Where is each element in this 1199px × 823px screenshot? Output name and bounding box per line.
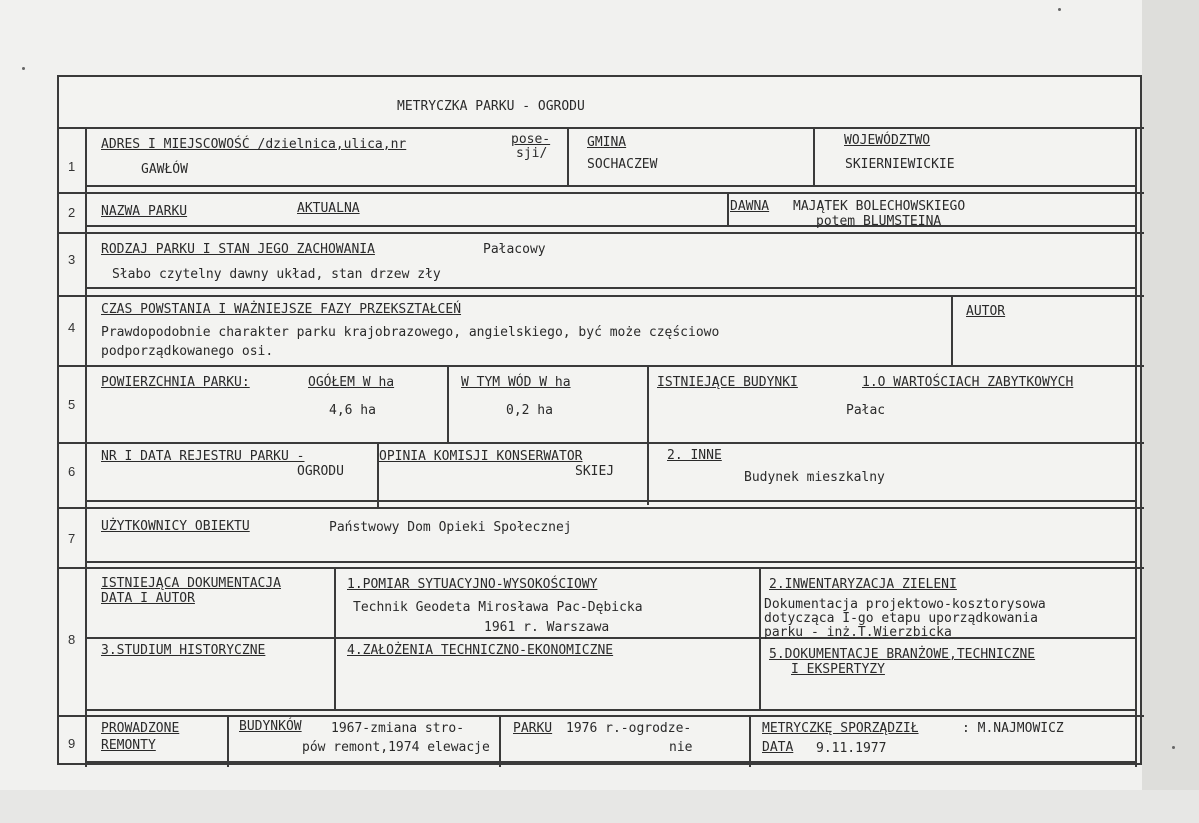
row-number: 2 (68, 205, 76, 220)
park-type-label: RODZAJ PARKU I STAN JEGO ZACHOWANIA (101, 242, 375, 257)
historic-buildings-label: 1.O WARTOŚCIACH ZABYTKOWYCH (862, 375, 1074, 390)
park-repairs-value: nie (669, 740, 693, 755)
documentation-label: DATA I AUTOR (101, 591, 195, 606)
history-text: Prawdopodobnie charakter parku krajobrazowego, angielskiego, być może częściowo (101, 325, 720, 340)
row-number: 3 (68, 252, 76, 267)
survey-value: Technik Geodeta Mirosława Pac-Dębicka (353, 600, 643, 615)
water-area-value: 0,2 ha (506, 403, 553, 418)
history-label: CZAS POWSTANIA I WAŻNIEJSZE FAZY PRZEKSZTAŁCEŃ (101, 302, 462, 317)
page-edge-shadow (1142, 0, 1199, 823)
row-number: 5 (68, 397, 76, 412)
specialist-docs-label: 5.DOKUMENTACJE BRANŻOWE,TECHNICZNE (769, 647, 1036, 662)
speck (22, 67, 25, 70)
technical-assumptions-label: 4.ZAŁOŻENIA TECHNICZNO-EKONOMICZNE (347, 643, 614, 658)
date-value: 9.11.1977 (816, 741, 887, 756)
wojewodztwo-label: WOJEWÓDZTWO (844, 133, 931, 148)
park-type-value: Pałacowy (483, 242, 546, 257)
register-label: NR I DATA REJESTRU PARKU - (101, 449, 305, 464)
author-label: AUTOR (966, 304, 1006, 319)
park-name-label: NAZWA PARKU (101, 204, 188, 219)
buildings-repairs-value: 1967-zmiana stro- (331, 721, 465, 736)
greenery-inventory-value: Dokumentacja projektowo-kosztorysowa (764, 597, 1046, 612)
history-text: podporządkowanego osi. (101, 344, 274, 359)
address-label-tail: sji/ (516, 146, 548, 161)
other-buildings-label: 2. INNE (667, 448, 722, 463)
greenery-inventory-value: parku - inż.T.Wierzbicka (764, 625, 952, 640)
survey-label: 1.POMIAR SYTUACYJNO-WYSOKOŚCIOWY (347, 577, 598, 592)
date-label: DATA (762, 740, 794, 755)
row-number: 4 (68, 320, 76, 335)
bottom-margin (0, 790, 1199, 823)
park-name-former-value: MAJĄTEK BOLECHOWSKIEGO (793, 199, 966, 214)
repairs-label: PROWADZONE (101, 721, 180, 736)
park-state-value: Słabo czytelny dawny układ, stan drzew zły (112, 267, 441, 282)
water-area-label: W TYM WÓD W ha (461, 375, 571, 390)
park-name-former-value: potem BLUMSTEINA (816, 214, 942, 229)
address-label: ADRES I MIEJSCOWOŚĆ /dzielnica,ulica,nr (101, 137, 407, 152)
register-label: OGRODU (297, 464, 344, 479)
users-value: Państwowy Dom Opieki Społecznej (329, 520, 572, 535)
card-title: METRYCZKA PARKU - OGRODU (397, 99, 585, 114)
prepared-by-label: METRYCZKĘ SPORZĄDZIŁ (762, 721, 919, 736)
address-label-tail: pose- (511, 132, 551, 147)
row-number: 6 (68, 464, 76, 479)
speck (1058, 8, 1061, 11)
park-name-former-label: DAWNA (730, 199, 770, 214)
row-number: 7 (68, 531, 76, 546)
conservator-opinion-label: OPINIA KOMISJI KONSERWATOR (379, 449, 583, 464)
gmina-value: SOCHACZEW (587, 157, 658, 172)
row-number: 9 (68, 736, 76, 751)
number-column-divider (85, 127, 87, 767)
park-repairs-value: 1976 r.-ogrodze- (566, 721, 692, 736)
users-label: UŻYTKOWNICY OBIEKTU (101, 519, 250, 534)
repairs-label: REMONTY (101, 738, 156, 753)
area-label: POWIERZCHNIA PARKU: (101, 375, 250, 390)
area-total-value: 4,6 ha (329, 403, 376, 418)
prepared-by-value: : M.NAJMOWICZ (962, 721, 1064, 736)
greenery-inventory-value: dotycząca I-go etapu uporządkowania (764, 611, 1038, 626)
buildings-repairs-label: BUDYNKÓW (239, 719, 302, 734)
historical-study-label: 3.STUDIUM HISTORYCZNE (101, 643, 266, 658)
conservator-opinion-label: SKIEJ (575, 464, 615, 479)
speck (1172, 746, 1175, 749)
park-record-card (57, 75, 1142, 765)
address-value: GAWŁÓW (141, 162, 188, 177)
historic-buildings-value: Pałac (846, 403, 886, 418)
area-total-label: OGÓŁEM W ha (308, 375, 395, 390)
gmina-label: GMINA (587, 135, 627, 150)
buildings-repairs-value: pów remont,1974 elewacje (302, 740, 490, 755)
documentation-label: ISTNIEJĄCA DOKUMENTACJA (101, 576, 282, 591)
park-repairs-label: PARKU (513, 721, 553, 736)
wojewodztwo-value: SKIERNIEWICKIE (845, 157, 955, 172)
row-number: 8 (68, 632, 76, 647)
park-name-current-label: AKTUALNA (297, 201, 360, 216)
greenery-inventory-label: 2.INWENTARYZACJA ZIELENI (769, 577, 957, 592)
specialist-docs-label: I EKSPERTYZY (791, 662, 885, 677)
row-number: 1 (68, 159, 76, 174)
buildings-label: ISTNIEJĄCE BUDYNKI (657, 375, 798, 390)
survey-value: 1961 r. Warszawa (484, 620, 610, 635)
other-buildings-value: Budynek mieszkalny (744, 470, 885, 485)
